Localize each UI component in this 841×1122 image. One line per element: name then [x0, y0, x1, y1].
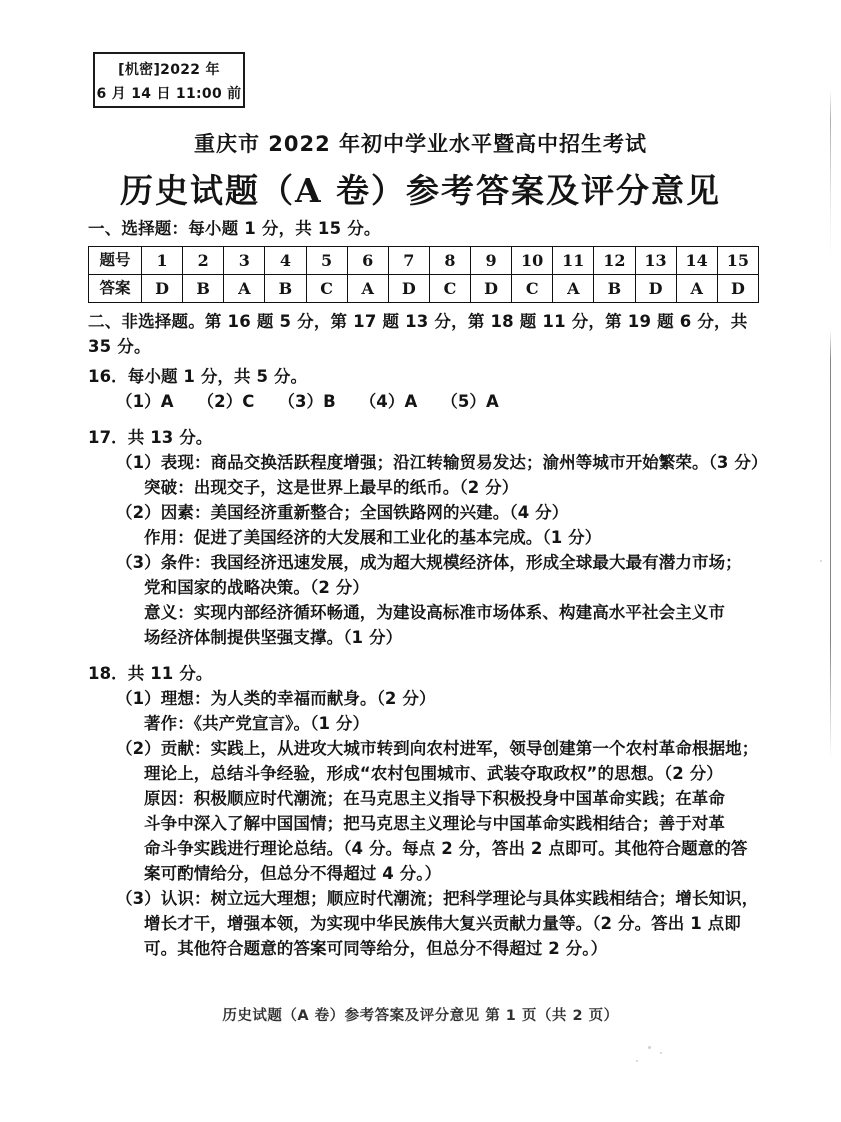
q16-item: （5）A	[441, 392, 499, 411]
question-18-line: 命斗争实践进行理论总结。（4 分。每点 2 分，答出 2 点即可。其他符合题意的答	[144, 839, 748, 858]
q16-item: （1）A	[116, 392, 174, 411]
exam-title: 重庆市 2022 年初中学业水平暨高中招生考试	[193, 132, 648, 156]
cell-answer: D	[635, 275, 676, 303]
table-row-question-numbers	[89, 247, 759, 275]
question-17-line: 党和国家的战略决策。（2 分）	[144, 578, 369, 597]
scan-speck-artifact	[648, 1046, 651, 1049]
cell-answer: C	[512, 275, 553, 303]
scan-speck-artifact	[660, 1052, 662, 1054]
question-17-line: 意义：实现内部经济循环畅通，为建设高标准市场体系、构建高水平社会主义市	[144, 603, 725, 622]
cell-qnum: 4	[265, 247, 306, 275]
question-18-line: 理论上，总结斗争经验，形成“农村包围城市、武装夺取政权”的思想。（2 分）	[144, 764, 723, 783]
question-18-line: （1）理想：为人类的幸福而献身。（2 分）	[116, 689, 436, 708]
cell-answer: B	[594, 275, 635, 303]
question-18-line: 案可酌情给分，但总分不得超过 4 分。）	[144, 864, 442, 883]
question-17-line: （3）条件：我国经济迅速发展，成为超大规模经济体，形成全球最大最有潜力市场；	[116, 553, 742, 572]
question-18-line: 原因：积极顺应时代潮流；在马克思主义指导下积极投身中国革命实践；在革命	[144, 789, 725, 808]
cell-qnum: 6	[347, 247, 388, 275]
row-header-question-number: 题号	[89, 247, 142, 275]
question-17-line: （1）表现：商品交换活跃程度增强；沿江转输贸易发达；渝州等城市开始繁荣。（3 分）	[116, 453, 768, 472]
cell-qnum: 15	[717, 247, 758, 275]
cell-qnum: 13	[635, 247, 676, 275]
cell-answer: A	[676, 275, 717, 303]
section-one-heading: 一、选择题：每小题 1 分，共 15 分。	[88, 219, 381, 238]
q16-item: （4）A	[359, 392, 418, 411]
question-18-line: 可。其他符合题意的答案可同等给分，但总分不得超过 2 分。）	[144, 939, 608, 958]
multiple-choice-answer-table	[88, 246, 759, 303]
question-17-line: 突破：出现交子，这是世界上最早的纸币。（2 分）	[144, 478, 519, 497]
question-17-title: 17．共 13 分。	[88, 428, 213, 447]
cell-answer: D	[388, 275, 429, 303]
question-17-line: （2）因素：美国经济重新整合；全国铁路网的兴建。（4 分）	[116, 503, 569, 522]
question-18-line: （2）贡献：实践上，从进攻大城市转到向农村进军，领导创建第一个农村革命根据地；	[116, 739, 759, 758]
cell-answer: D	[471, 275, 512, 303]
cell-qnum: 12	[594, 247, 635, 275]
cell-answer: B	[265, 275, 306, 303]
confidential-line-1: [机密]2022 年	[118, 62, 220, 78]
cell-qnum: 7	[388, 247, 429, 275]
question-18-line: （3）认识：树立远大理想；顺应时代潮流；把科学理论与具体实践相结合；增长知识，	[116, 889, 759, 908]
answer-content	[88, 216, 768, 961]
cell-answer: D	[142, 275, 183, 303]
cell-answer: D	[717, 275, 758, 303]
cell-answer: C	[306, 275, 347, 303]
cell-qnum: 11	[553, 247, 594, 275]
question-18-line: 增长才干，增强本领，为实现中华民族伟大复兴贡献力量等。（2 分。答出 1 点即	[144, 914, 741, 933]
cell-answer: C	[429, 275, 470, 303]
question-18-line: 著作：《共产党宣言》。（1 分）	[144, 714, 370, 733]
scan-speck-artifact	[636, 1060, 638, 1062]
cell-qnum: 14	[676, 247, 717, 275]
confidential-stamp-box	[93, 52, 245, 108]
cell-answer: A	[553, 275, 594, 303]
cell-qnum: 2	[183, 247, 224, 275]
question-17-line: 场经济体制提供坚强支撑。（1 分）	[144, 628, 403, 647]
q16-item: （3）B	[278, 392, 336, 411]
cell-answer: B	[183, 275, 224, 303]
cell-answer: A	[347, 275, 388, 303]
question-17-line: 作用：促进了美国经济的大发展和工业化的基本完成。（1 分）	[144, 528, 602, 547]
table-row-answers	[89, 275, 759, 303]
question-18-line: 斗争中深入了解中国国情；把马克思主义理论与中国革命实践相结合；善于对革	[144, 814, 725, 833]
section-two-heading: 二、非选择题。第 16 题 5 分，第 17 题 13 分，第 18 题 11 分，第 19 题 6 分，共 35 分。	[88, 312, 748, 356]
cell-qnum: 10	[512, 247, 553, 275]
cell-qnum: 9	[471, 247, 512, 275]
question-16-items	[88, 389, 760, 414]
cell-qnum: 1	[142, 247, 183, 275]
cell-qnum: 8	[429, 247, 470, 275]
page-footer: 历史试题（A 卷）参考答案及评分意见 第 1 页（共 2 页）	[222, 1008, 619, 1024]
cell-answer: A	[224, 275, 265, 303]
question-16-title: 16．每小题 1 分，共 5 分。	[88, 367, 308, 386]
confidential-line-2: 6 月 14 日 11:00 前	[96, 86, 242, 102]
row-header-answer: 答案	[89, 275, 142, 303]
cell-qnum: 5	[306, 247, 347, 275]
question-18-title: 18．共 11 分。	[88, 664, 213, 683]
q16-item: （2）C	[197, 392, 255, 411]
cell-qnum: 3	[224, 247, 265, 275]
page-title: 历史试题（A 卷）参考答案及评分意见	[119, 171, 722, 210]
scan-speck-artifact	[820, 560, 822, 562]
